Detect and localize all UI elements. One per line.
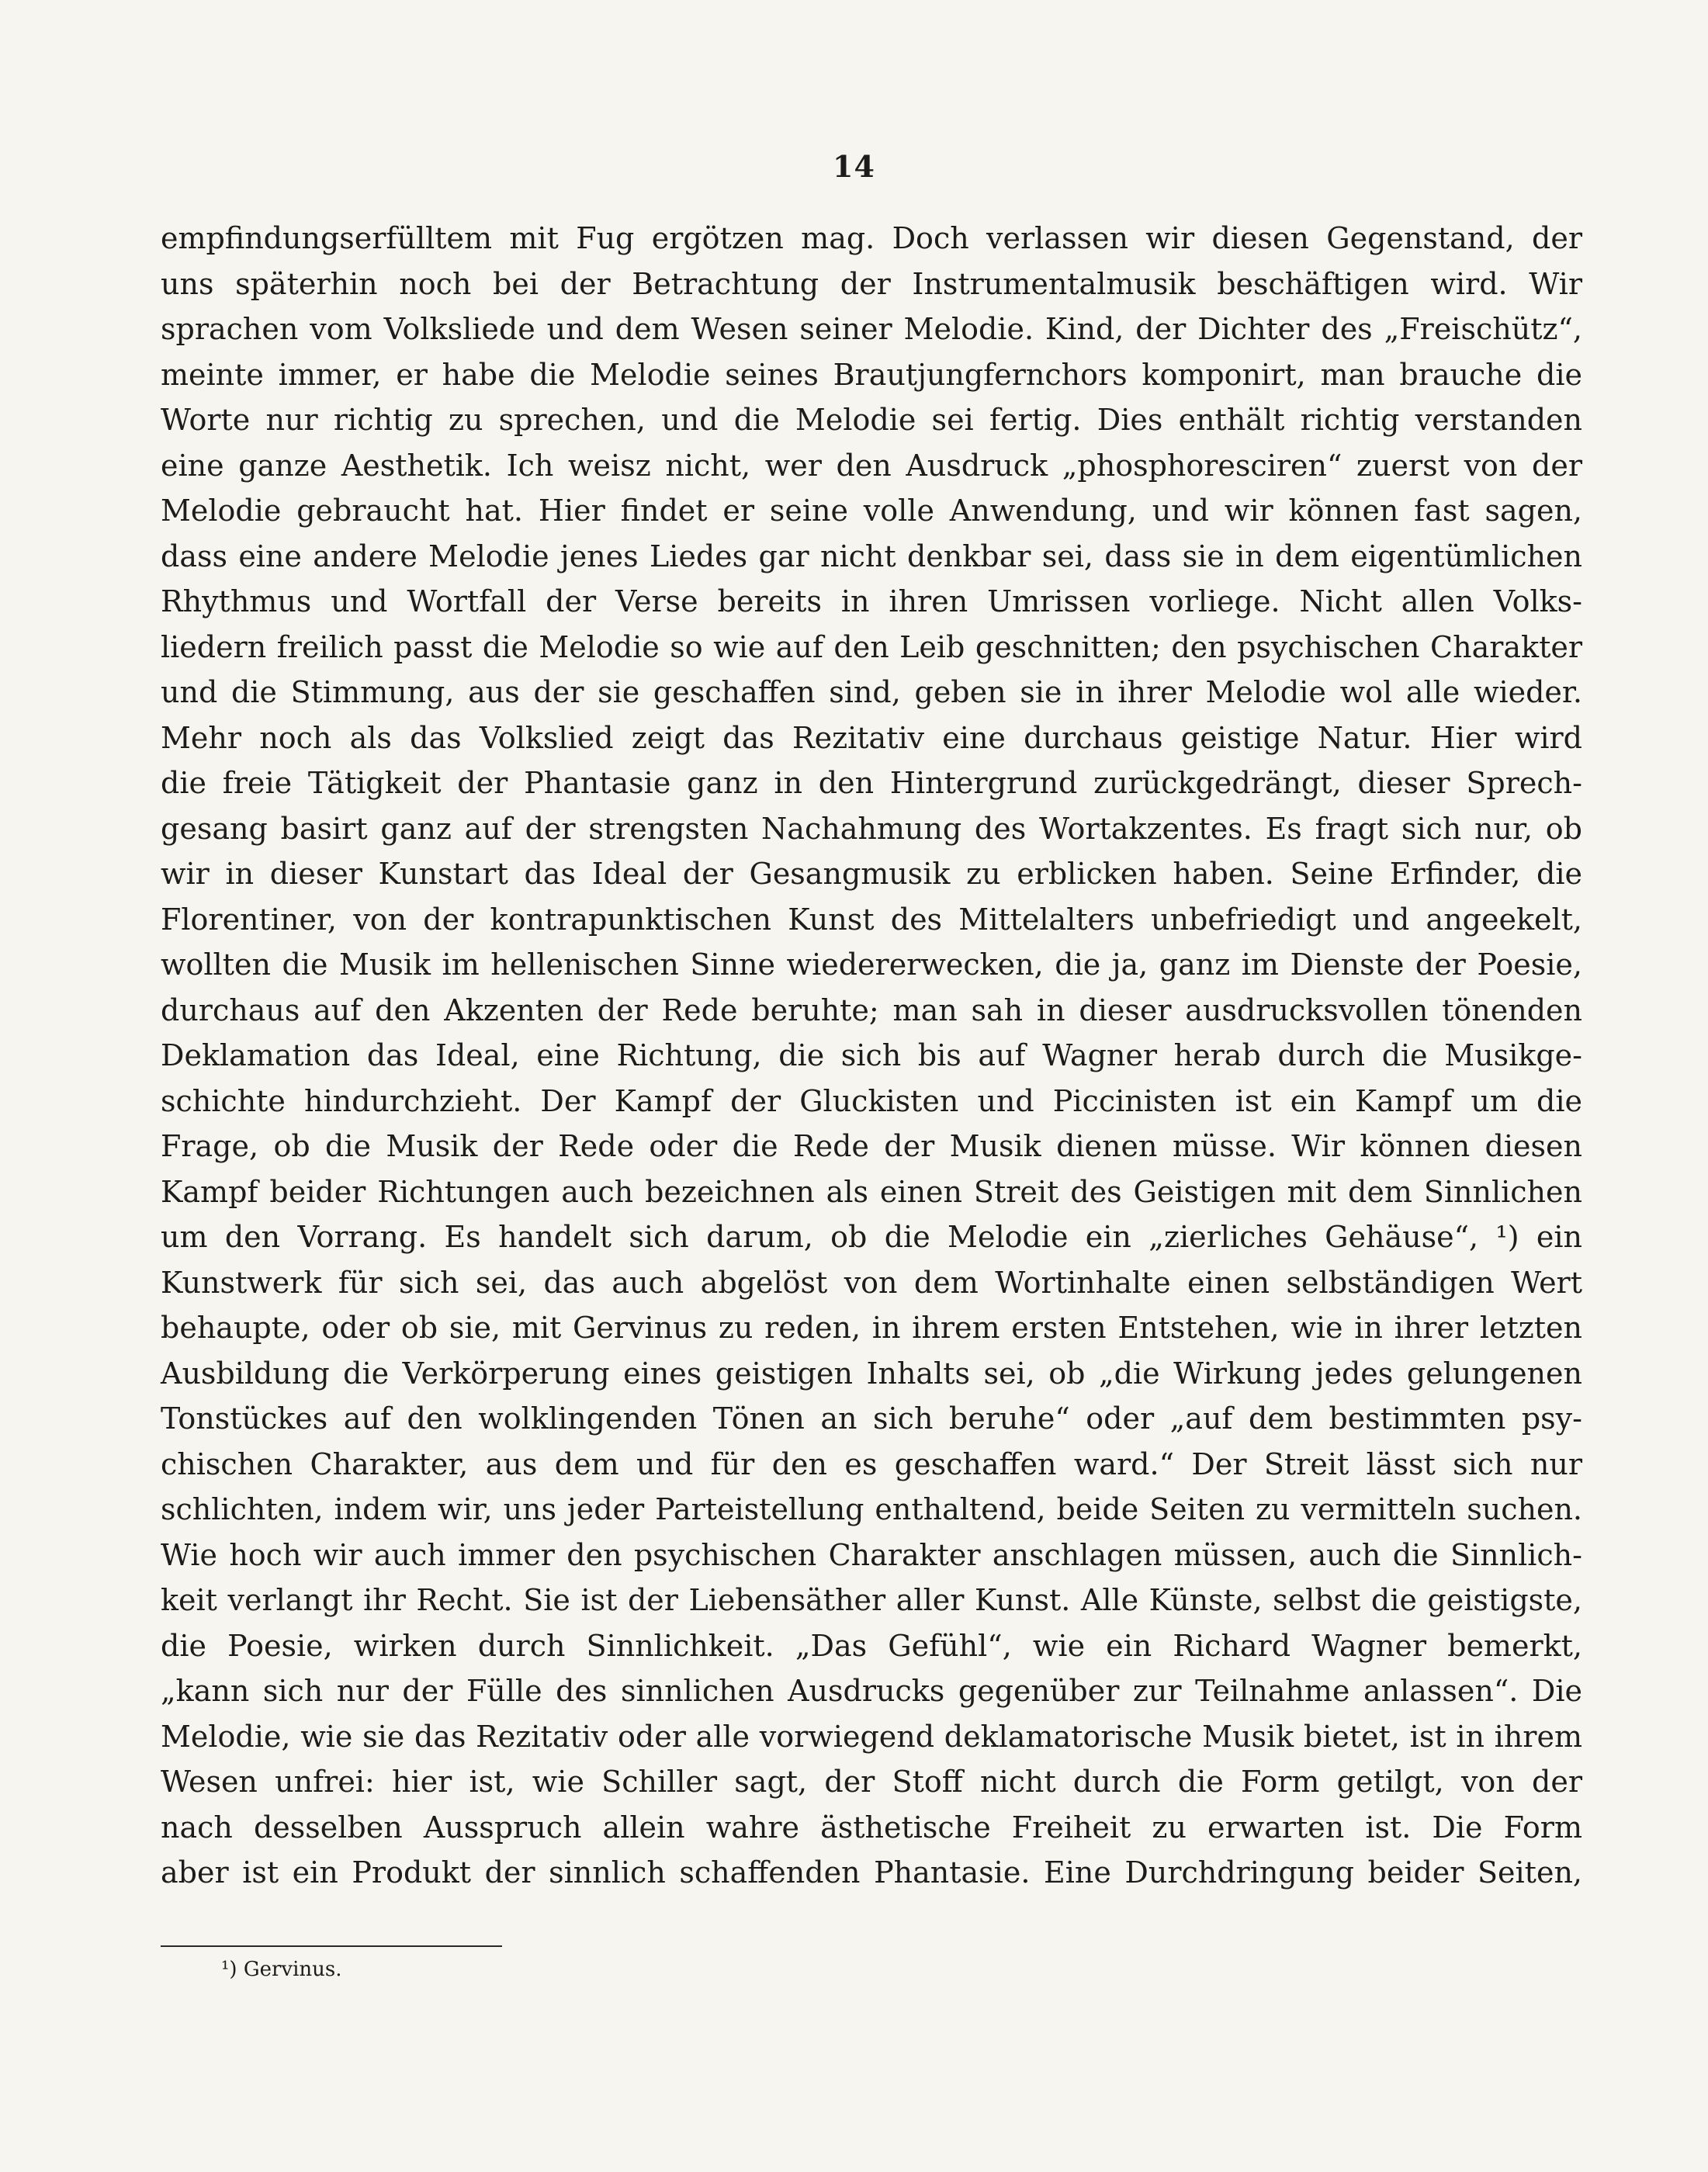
text-line: dass eine andere Melodie jenes Liedes gar nicht denkbar sei, dass sie in dem eigentümlichen [161, 539, 1582, 573]
body-text [161, 216, 1582, 1896]
text-line: Melodie gebraucht hat. Hier findet er seine volle Anwendung, und wir können fast sagen, [161, 494, 1582, 528]
footnote: ¹) Gervinus. [221, 1958, 342, 1981]
text-line: und die Stimmung, aus der sie geschaffen sind, geben sie in ihrer Melodie wol alle wieder. [161, 675, 1582, 709]
text-line: meinte immer, er habe die Melodie seines Brautjungfernchors komponirt, man brauche die [161, 357, 1582, 392]
page-number: 14 [833, 149, 875, 184]
text-line: Frage, ob die Musik der Rede oder die Rede der Musik dienen müsse. Wir können diesen [161, 1129, 1582, 1163]
text-line: die Poesie, wirken durch Sinnlichkeit. „Das Gefühl“, wie ein Richard Wagner bemerkt, [161, 1628, 1582, 1663]
text-line: gesang basirt ganz auf der strengsten Nachahmung des Wortakzentes. Es fragt sich nur, ob [161, 811, 1582, 846]
text-line: eine ganze Aesthetik. Ich weisz nicht, wer den Ausdruck „phosphoresciren“ zuerst von der [161, 448, 1582, 483]
text-line: schlichten, indem wir, uns jeder Parteistellung enthaltend, beide Seiten zu vermitteln suchen. [161, 1492, 1582, 1526]
text-line: chischen Charakter, aus dem und für den es geschaffen ward.“ Der Streit lässt sich nur [161, 1446, 1582, 1481]
text-line: die freie Tätigkeit der Phantasie ganz in den Hintergrund zurückgedrängt, dieser Sprech- [161, 766, 1582, 800]
text-line: wir in dieser Kunstart das Ideal der Gesangmusik zu erblicken haben. Seine Erfinder, die [161, 857, 1582, 891]
text-line: Florentiner, von der kontrapunktischen Kunst des Mittelalters unbefriedigt und angeekelt, [161, 902, 1582, 937]
text-line: Deklamation das Ideal, eine Richtung, die sich bis auf Wagner herab durch die Musikge- [161, 1038, 1582, 1072]
text-line: uns späterhin noch bei der Betrachtung der Instrumentalmusik beschäftigen wird. Wir [161, 266, 1582, 301]
text-line: Mehr noch als das Volkslied zeigt das Rezitativ eine durchaus geistige Natur. Hier wird [161, 720, 1582, 755]
footnote-rule [161, 1945, 502, 1947]
text-line: aber ist ein Produkt der sinnlich schaffenden Phantasie. Eine Durchdringung beider Seiten, [161, 1855, 1582, 1890]
text-line: Ausbildung die Verkörperung eines geistigen Inhalts sei, ob „die Wirkung jedes gelungenen [161, 1356, 1582, 1391]
text-line: schichte hindurchzieht. Der Kampf der Gluckisten und Piccinisten ist ein Kampf um die [161, 1083, 1582, 1118]
text-line: Kunstwerk für sich sei, das auch abgelöst von dem Wortinhalte einen selbständigen Wert [161, 1265, 1582, 1300]
text-line: nach desselben Ausspruch allein wahre ästhetische Freiheit zu erwarten ist. Die Form [161, 1810, 1582, 1845]
text-line: behaupte, oder ob sie, mit Gervinus zu reden, in ihrem ersten Entstehen, wie in ihrer letzten [161, 1311, 1582, 1345]
text-line: Worte nur richtig zu sprechen, und die Melodie sei fertig. Dies enthält richtig verstanden [161, 403, 1582, 437]
text-line: liedern freilich passt die Melodie so wie auf den Leib geschnitten; den psychischen Charakter [161, 629, 1582, 664]
text-line: wollten die Musik im hellenischen Sinne wiedererwecken, die ja, ganz im Dienste der Poesie, [161, 947, 1582, 982]
text-line: „kann sich nur der Fülle des sinnlichen Ausdrucks gegenüber zur Teilnahme anlassen“. Die [161, 1674, 1582, 1708]
text-line: Wesen unfrei: hier ist, wie Schiller sagt, der Stoff nicht durch die Form getilgt, von der [161, 1765, 1582, 1799]
text-line: um den Vorrang. Es handelt sich darum, ob die Melodie ein „zierliches Gehäuse“, ¹) ein [161, 1220, 1582, 1254]
text-line: keit verlangt ihr Recht. Sie ist der Liebensäther aller Kunst. Alle Künste, selbst die geistigste, [161, 1583, 1582, 1617]
text-line: durchaus auf den Akzenten der Rede beruhte; man sah in dieser ausdrucksvollen tönenden [161, 992, 1582, 1027]
text-line: empfindungserfülltem mit Fug ergötzen mag. Doch verlassen wir diesen Gegenstand, der [161, 221, 1582, 255]
text-line: Rhythmus und Wortfall der Verse bereits in ihren Umrissen vorliege. Nicht allen Volks- [161, 584, 1582, 618]
text-line: sprachen vom Volksliede und dem Wesen seiner Melodie. Kind, der Dichter des „Freischütz“, [161, 312, 1582, 346]
text-line: Tonstückes auf den wolklingenden Tönen an sich beruhe“ oder „auf dem bestimmten psy- [161, 1401, 1582, 1436]
text-line: Wie hoch wir auch immer den psychischen Charakter anschlagen müssen, auch die Sinnlich- [161, 1537, 1582, 1572]
text-line: Melodie, wie sie das Rezitativ oder alle vorwiegend deklamatorische Musik bietet, ist in ihrem [161, 1719, 1582, 1754]
text-line: Kampf beider Richtungen auch bezeichnen als einen Streit des Geistigen mit dem Sinnlichen [161, 1174, 1582, 1209]
